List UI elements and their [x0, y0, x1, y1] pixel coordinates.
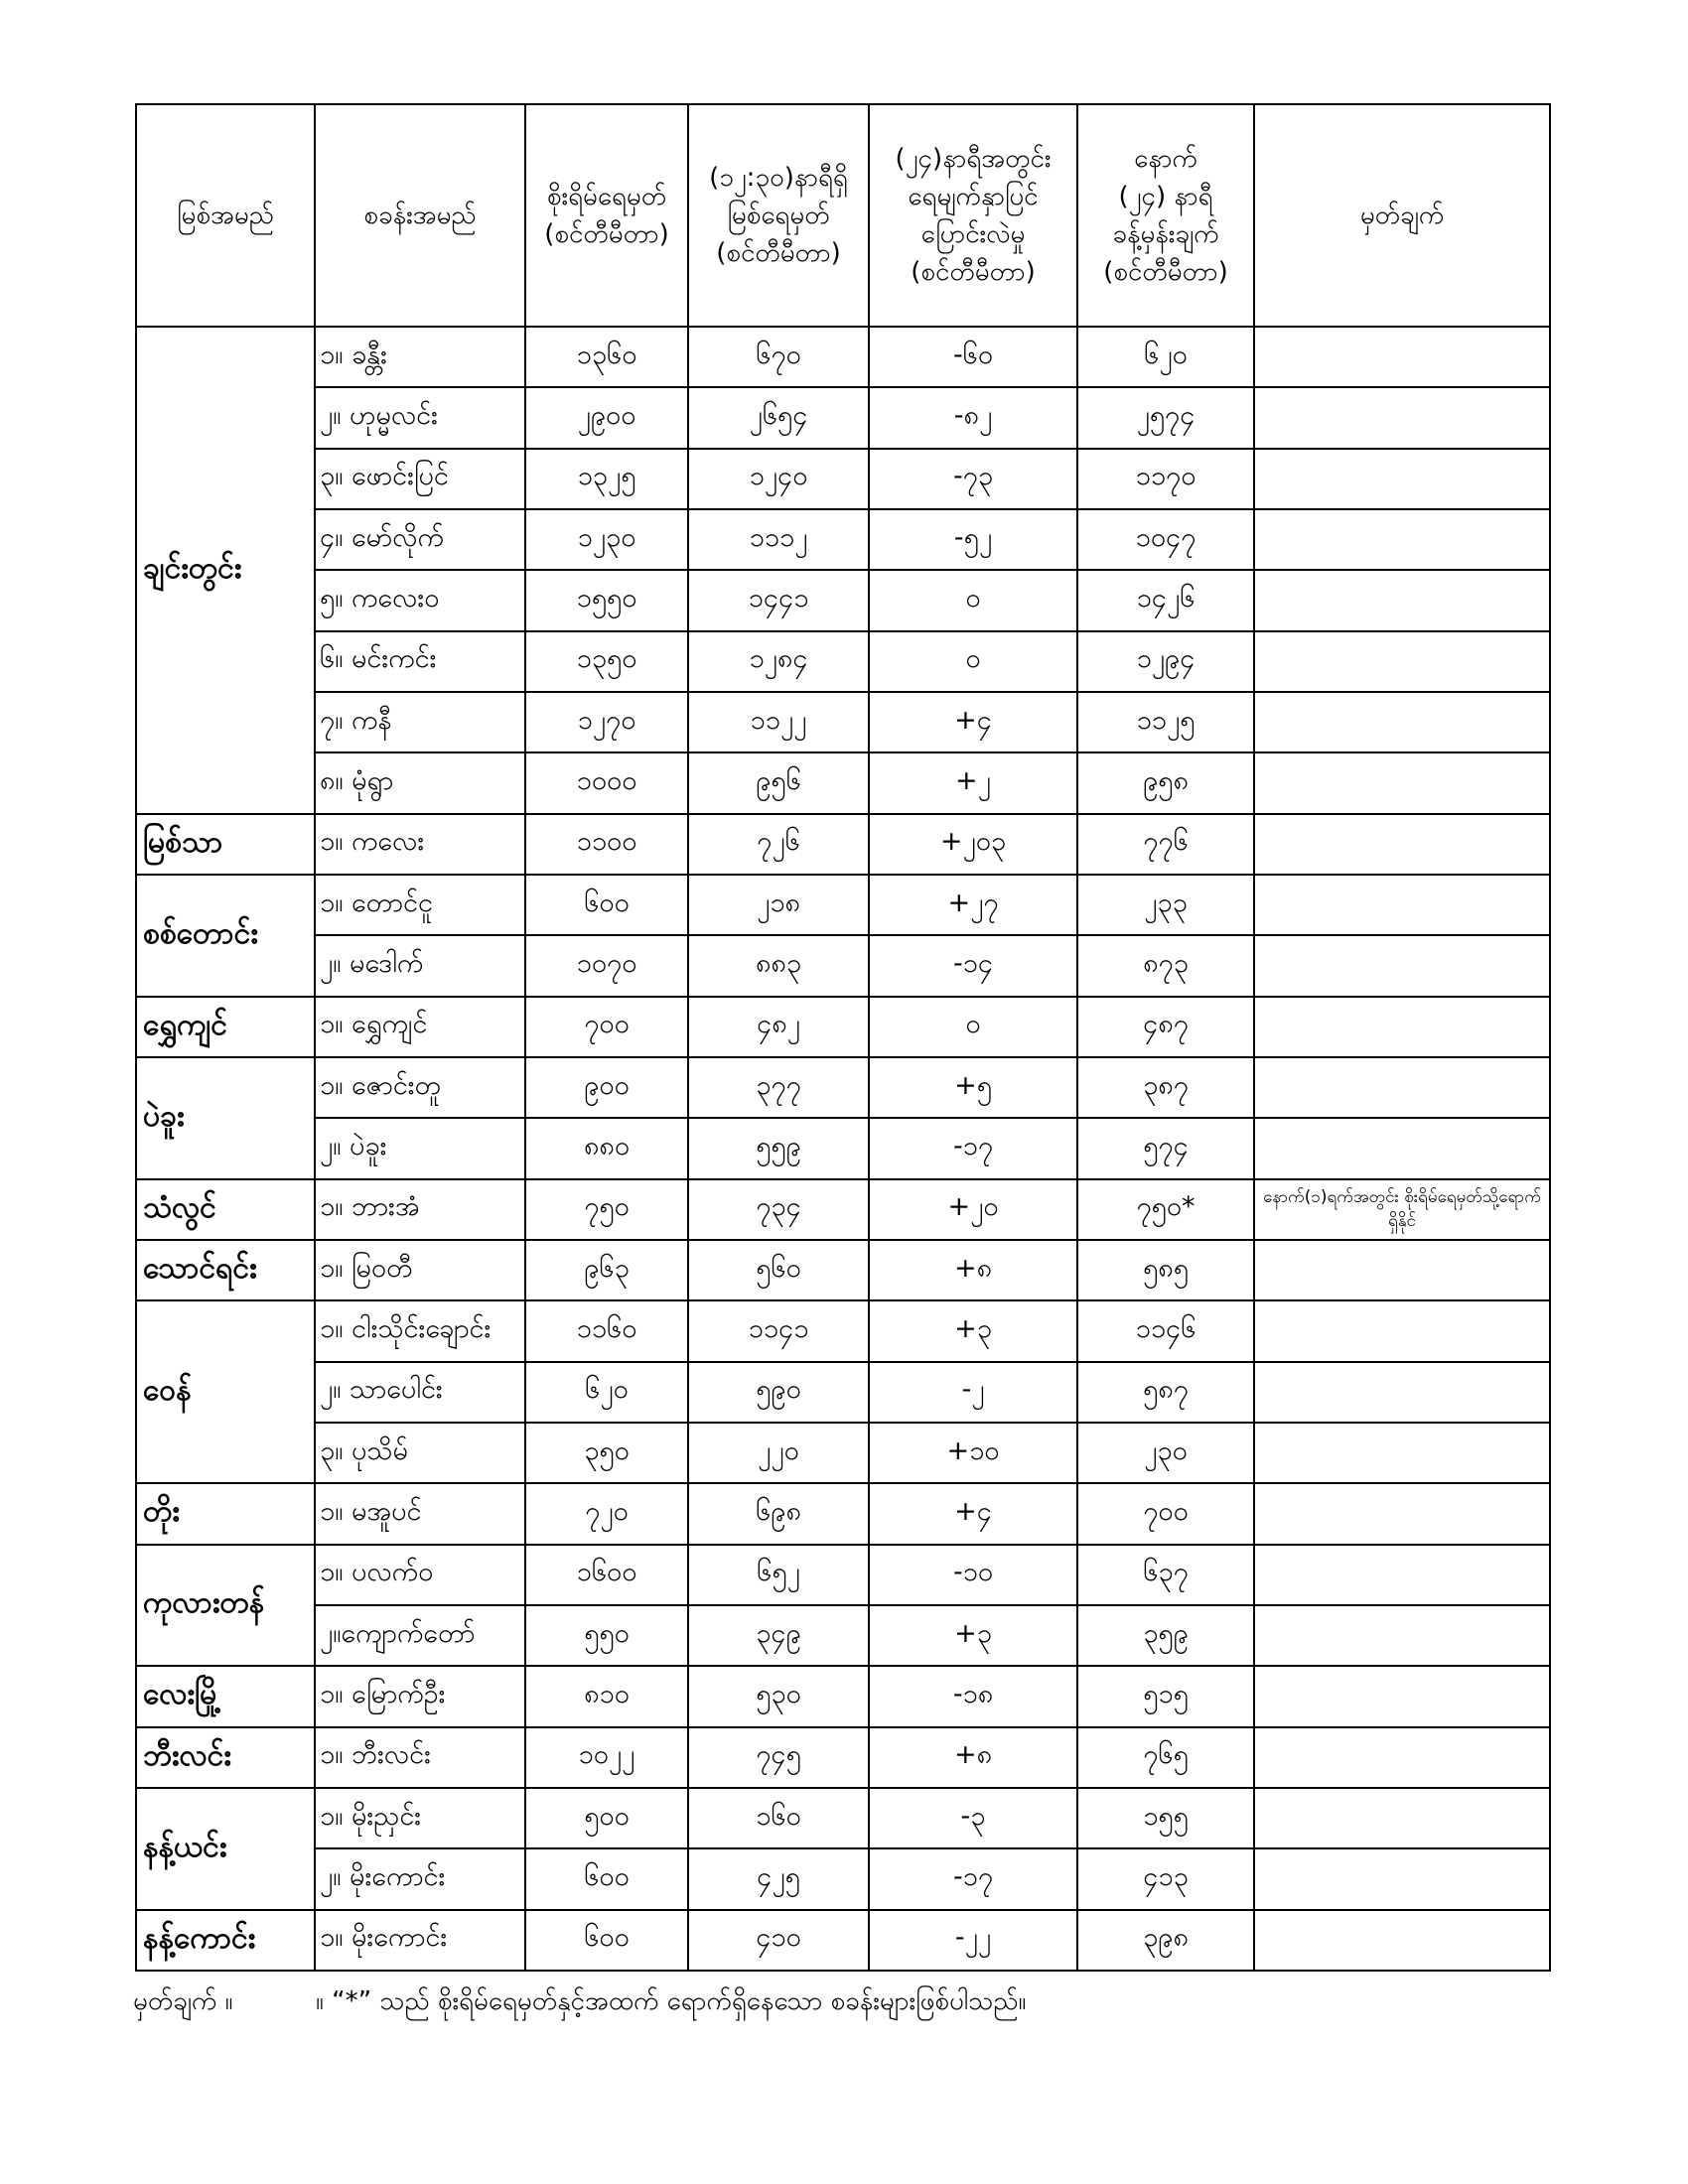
current-level-cell: ၅၅၉	[688, 1118, 869, 1178]
header-line: စခန်းအမည်	[363, 201, 477, 230]
forecast-cell: ၇၆၅	[1077, 1727, 1254, 1788]
header-line: (စင်တီမီတာ)	[1103, 257, 1228, 287]
change-cell: -၁၇	[869, 1118, 1077, 1178]
forecast-cell: ၅၈၇	[1077, 1362, 1254, 1423]
station-cell: ၂။ မဒေါက်	[315, 935, 525, 996]
table-row	[136, 1666, 1550, 1726]
table-row	[136, 1362, 1550, 1423]
header-line: (စင်တီမီတာ)	[911, 257, 1036, 287]
header-line: ခန့်မှန်းချက်	[1112, 219, 1219, 249]
river-name-cell: သောင်ရင်း	[136, 1240, 315, 1300]
change-cell: +၅	[869, 1057, 1077, 1118]
forecast-cell: ၄၈၇	[1077, 997, 1254, 1057]
station-cell: ၂။ ပဲခူး	[315, 1118, 525, 1178]
station-cell: ၁။ မအူပင်	[315, 1483, 525, 1544]
danger-level-cell: ၁၁၆၀	[525, 1300, 688, 1361]
river-name-cell: ဝေန်	[136, 1300, 315, 1483]
current-level-cell: ၁၁၂၂	[688, 692, 869, 752]
change-cell: +၈	[869, 1727, 1077, 1788]
header-line: ပြောင်းလဲမှု	[920, 219, 1026, 249]
danger-level-cell: ၁၀၇၀	[525, 935, 688, 996]
change-cell: -၃	[869, 1788, 1077, 1848]
change-cell: +၄	[869, 692, 1077, 752]
river-name-cell: မြစ်သာ	[136, 814, 315, 875]
water-level-table	[135, 103, 1551, 1972]
header-river	[136, 104, 315, 327]
table-row	[136, 935, 1550, 996]
station-cell: ၈။ မုံရွာ	[315, 752, 525, 813]
table-row	[136, 1423, 1550, 1483]
forecast-cell: ၃၈၇	[1077, 1057, 1254, 1118]
current-level-cell: ၂၂၀	[688, 1423, 869, 1483]
remark-cell	[1254, 1666, 1550, 1726]
river-name-cell: တိုး	[136, 1483, 315, 1544]
table-row	[136, 1483, 1550, 1544]
danger-level-cell: ၃၅၀	[525, 1423, 688, 1483]
header-danger-level	[525, 104, 688, 327]
river-name-cell: သံလွင်	[136, 1179, 315, 1240]
current-level-cell: ၉၅၆	[688, 752, 869, 813]
remark-cell	[1254, 1300, 1550, 1361]
table-row	[136, 1848, 1550, 1909]
forecast-cell: ၃၅၉	[1077, 1605, 1254, 1666]
change-cell: -၆၀	[869, 327, 1077, 387]
header-line: မှတ်ချက်	[1359, 201, 1445, 230]
danger-level-cell: ၁၂၃၀	[525, 509, 688, 570]
station-cell: ၁။ ငါးသိုင်းချောင်း	[315, 1300, 525, 1361]
forecast-cell: ၁၁၄၆	[1077, 1300, 1254, 1361]
header-line: ရေမျက်နှာပြင်	[908, 182, 1039, 211]
danger-level-cell: ၁၀၂၂	[525, 1727, 688, 1788]
footnote-label: မှတ်ချက် ။	[133, 1986, 233, 2016]
station-cell: ၆။ မင်းကင်း	[315, 631, 525, 692]
forecast-cell: ၅၇၄	[1077, 1118, 1254, 1178]
station-cell: ၇။ ကနီ	[315, 692, 525, 752]
current-level-cell: ၁၂၈၄	[688, 631, 869, 692]
table-row	[136, 570, 1550, 630]
change-cell: +၂	[869, 752, 1077, 813]
header-line: (၂၄) နာရီ	[1118, 182, 1213, 211]
remark-cell	[1254, 997, 1550, 1057]
remark-cell	[1254, 875, 1550, 935]
remark-cell	[1254, 1118, 1550, 1178]
forecast-cell: ၂၃၀	[1077, 1423, 1254, 1483]
danger-level-cell: ၂၉၀၀	[525, 387, 688, 448]
change-cell: +၃	[869, 1300, 1077, 1361]
change-cell: +၄	[869, 1483, 1077, 1544]
header-line: မြစ်အမည်	[177, 201, 274, 230]
current-level-cell: ၃၇၇	[688, 1057, 869, 1118]
danger-level-cell: ၉၀၀	[525, 1057, 688, 1118]
danger-level-cell: ၆၀၀	[525, 1910, 688, 1971]
remark-cell	[1254, 752, 1550, 813]
table-body	[136, 327, 1550, 1971]
change-cell: -၂	[869, 1362, 1077, 1423]
table-row	[136, 1057, 1550, 1118]
forecast-cell: ၁၄၂၆	[1077, 570, 1254, 630]
forecast-cell: ၁၂၉၄	[1077, 631, 1254, 692]
station-cell: ၁။ မိုးကောင်း	[315, 1910, 525, 1971]
current-level-cell: ၇၄၅	[688, 1727, 869, 1788]
footnote	[133, 1981, 1563, 2021]
change-cell: -၇၃	[869, 449, 1077, 509]
remark-cell	[1254, 631, 1550, 692]
station-cell: ၂။ မိုးကောင်း	[315, 1848, 525, 1909]
table-row	[136, 1788, 1550, 1848]
current-level-cell: ၈၈၃	[688, 935, 869, 996]
table-row	[136, 1605, 1550, 1666]
change-cell: -၈၂	[869, 387, 1077, 448]
danger-level-cell: ၇၀၀	[525, 997, 688, 1057]
river-name-cell: ကုလားတန်	[136, 1545, 315, 1667]
forecast-cell: ၉၅၈	[1077, 752, 1254, 813]
station-cell: ၂။ ဟုမ္မလင်း	[315, 387, 525, 448]
station-cell: ၅။ ကလေးဝ	[315, 570, 525, 630]
table-row	[136, 631, 1550, 692]
forecast-cell: ၁၁၂၅	[1077, 692, 1254, 752]
station-cell: ၄။ မော်လိုက်	[315, 509, 525, 570]
table-row	[136, 692, 1550, 752]
station-cell: ၃။ ပုသိမ်	[315, 1423, 525, 1483]
danger-level-cell: ၆၀၀	[525, 875, 688, 935]
table-row	[136, 509, 1550, 570]
header-line: (၂၄)နာရီအတွင်း	[895, 144, 1052, 174]
current-level-cell: ၆၇၀	[688, 327, 869, 387]
remark-cell	[1254, 1240, 1550, 1300]
current-level-cell: ၁၆၀	[688, 1788, 869, 1848]
header-line: မြစ်ရေမှတ်	[727, 201, 830, 230]
station-cell: ၁။ ကလေး	[315, 814, 525, 875]
station-cell: ၁။ မိုးညှင်း	[315, 1788, 525, 1848]
current-level-cell: ၃၄၉	[688, 1605, 869, 1666]
current-level-cell: ၁၁၄၁	[688, 1300, 869, 1361]
table-row	[136, 752, 1550, 813]
forecast-cell: ၇၀၀	[1077, 1483, 1254, 1544]
header-station	[315, 104, 525, 327]
forecast-cell: ၄၁၃	[1077, 1848, 1254, 1909]
change-cell: +၁၀	[869, 1423, 1077, 1483]
danger-level-cell: ၇၅၀	[525, 1179, 688, 1240]
remark-cell	[1254, 1483, 1550, 1544]
river-name-cell: စစ်တောင်း	[136, 875, 315, 997]
danger-level-cell: ၁၅၅၀	[525, 570, 688, 630]
forecast-cell: ၅၈၅	[1077, 1240, 1254, 1300]
forecast-cell: ၈၇၃	[1077, 935, 1254, 996]
remark-cell	[1254, 1727, 1550, 1788]
river-name-cell: နန့်ကောင်း	[136, 1910, 315, 1971]
current-level-cell: ၆၅၂	[688, 1545, 869, 1605]
danger-level-cell: ၁၃၅၀	[525, 631, 688, 692]
change-cell: -၁၄	[869, 935, 1077, 996]
current-level-cell: ၂၆၅၄	[688, 387, 869, 448]
table-row	[136, 814, 1550, 875]
current-level-cell: ၅၃၀	[688, 1666, 869, 1726]
remark-cell	[1254, 1605, 1550, 1666]
station-cell: ၃။ ဖောင်းပြင်	[315, 449, 525, 509]
header-line: နောက်	[1134, 144, 1197, 174]
forecast-cell: ၆၃၇	[1077, 1545, 1254, 1605]
header-current-level	[688, 104, 869, 327]
danger-level-cell: ၁၃၂၅	[525, 449, 688, 509]
header-forecast	[1077, 104, 1254, 327]
forecast-cell: ၆၂၀	[1077, 327, 1254, 387]
remark-cell	[1254, 1848, 1550, 1909]
danger-level-cell: ၁၂၇၀	[525, 692, 688, 752]
table-row	[136, 449, 1550, 509]
header-remark	[1254, 104, 1550, 327]
station-cell: ၂။ သာပေါင်း	[315, 1362, 525, 1423]
station-cell: ၁။ ဘားအံ	[315, 1179, 525, 1240]
danger-level-cell: ၁၆၀၀	[525, 1545, 688, 1605]
table-row	[136, 997, 1550, 1057]
station-cell: ၁။ ပလက်ဝ	[315, 1545, 525, 1605]
change-cell: -၁၇	[869, 1848, 1077, 1909]
change-cell: +၂၀	[869, 1179, 1077, 1240]
forecast-cell: ၁၀၄၇	[1077, 509, 1254, 570]
danger-level-cell: ၈၈၀	[525, 1118, 688, 1178]
forecast-cell: ၇၅၀*	[1077, 1179, 1254, 1240]
remark-cell	[1254, 692, 1550, 752]
change-cell: +၂၀၃	[869, 814, 1077, 875]
remark-cell	[1254, 327, 1550, 387]
danger-level-cell: ၇၂၀	[525, 1483, 688, 1544]
header-change	[869, 104, 1077, 327]
current-level-cell: ၄၂၅	[688, 1848, 869, 1909]
forecast-cell: ၃၉၈	[1077, 1910, 1254, 1971]
danger-level-cell: ၅၀၀	[525, 1788, 688, 1848]
header-row	[136, 104, 1550, 327]
header-line: (စင်တီမီတာ)	[716, 238, 841, 268]
table-row	[136, 1240, 1550, 1300]
remark-cell	[1254, 1362, 1550, 1423]
table-row	[136, 875, 1550, 935]
station-cell: ၂။ကျောက်တော်	[315, 1605, 525, 1666]
danger-level-cell: ၈၁၀	[525, 1666, 688, 1726]
remark-cell	[1254, 387, 1550, 448]
danger-level-cell: ၆၂၀	[525, 1362, 688, 1423]
change-cell: -၁၀	[869, 1545, 1077, 1605]
change-cell: ၀	[869, 997, 1077, 1057]
change-cell: ၀	[869, 631, 1077, 692]
forecast-cell: ၇၇၆	[1077, 814, 1254, 875]
remark-cell: နောက်(၁)ရက်အတွင်း စိုးရိမ်ရေမှတ်သို့ရောက်ရှိနိုင်	[1254, 1179, 1550, 1240]
table-row	[136, 1727, 1550, 1788]
current-level-cell: ၄၈၂	[688, 997, 869, 1057]
danger-level-cell: ၆၀၀	[525, 1848, 688, 1909]
station-cell: ၁။ ဇောင်းတူ	[315, 1057, 525, 1118]
remark-cell	[1254, 509, 1550, 570]
footnote-text: ။ “*” သည် စိုးရိမ်ရေမှတ်နှင့်အထက် ရောက်ရှိနေသော စခန်းများဖြစ်ပါသည်။	[316, 1986, 1027, 2016]
current-level-cell: ၆၉၈	[688, 1483, 869, 1544]
forecast-cell: ၁၁၇၀	[1077, 449, 1254, 509]
table-row	[136, 327, 1550, 387]
change-cell: +၃	[869, 1605, 1077, 1666]
current-level-cell: ၁၄၄၁	[688, 570, 869, 630]
danger-level-cell: ၁၁၀၀	[525, 814, 688, 875]
change-cell: -၂၂	[869, 1910, 1077, 1971]
change-cell: ၀	[869, 570, 1077, 630]
station-cell: ၁။ မြဝတီ	[315, 1240, 525, 1300]
danger-level-cell: ၁၀၀၀	[525, 752, 688, 813]
header-line: စိုးရိမ်ရေမှတ်	[546, 182, 667, 211]
current-level-cell: ၂၁၈	[688, 875, 869, 935]
table-row	[136, 1179, 1550, 1240]
remark-cell	[1254, 1423, 1550, 1483]
remark-cell	[1254, 1788, 1550, 1848]
river-name-cell: နန့်ယင်း	[136, 1788, 315, 1910]
forecast-cell: ၂၅၇၄	[1077, 387, 1254, 448]
current-level-cell: ၄၁၀	[688, 1910, 869, 1971]
danger-level-cell: ၁၃၆၀	[525, 327, 688, 387]
station-cell: ၁။ တောင်ငူ	[315, 875, 525, 935]
river-name-cell: ပဲခူး	[136, 1057, 315, 1179]
station-cell: ၁။ ရွှေကျင်	[315, 997, 525, 1057]
river-name-cell: ဘီးလင်း	[136, 1727, 315, 1788]
current-level-cell: ၇၂၆	[688, 814, 869, 875]
remark-cell	[1254, 814, 1550, 875]
remark-cell	[1254, 1910, 1550, 1971]
current-level-cell: ၅၆၀	[688, 1240, 869, 1300]
station-cell: ၁။ မြောက်ဦး	[315, 1666, 525, 1726]
table-row	[136, 1300, 1550, 1361]
change-cell: -၁၈	[869, 1666, 1077, 1726]
river-name-cell: လေးမြို့	[136, 1666, 315, 1726]
table-row	[136, 387, 1550, 448]
current-level-cell: ၇၃၄	[688, 1179, 869, 1240]
river-name-cell: ချင်းတွင်း	[136, 327, 315, 814]
header-line: (၁၂:၃၀)နာရီရှိ	[709, 163, 848, 193]
forecast-cell: ၅၁၅	[1077, 1666, 1254, 1726]
forecast-cell: ၂၃၃	[1077, 875, 1254, 935]
current-level-cell: ၁၂၄၀	[688, 449, 869, 509]
forecast-cell: ၁၅၅	[1077, 1788, 1254, 1848]
header-line: (စင်တီမီတာ)	[544, 219, 669, 249]
table-row	[136, 1545, 1550, 1605]
change-cell: +၈	[869, 1240, 1077, 1300]
current-level-cell: ၁၁၁၂	[688, 509, 869, 570]
river-name-cell: ရွှေကျင်	[136, 997, 315, 1057]
remark-cell	[1254, 935, 1550, 996]
remark-cell	[1254, 570, 1550, 630]
remark-cell	[1254, 1057, 1550, 1118]
danger-level-cell: ၅၅၀	[525, 1605, 688, 1666]
table-row	[136, 1910, 1550, 1971]
table-row	[136, 1118, 1550, 1178]
current-level-cell: ၅၉၀	[688, 1362, 869, 1423]
change-cell: -၅၂	[869, 509, 1077, 570]
change-cell: +၂၇	[869, 875, 1077, 935]
station-cell: ၁။ ခန္တီး	[315, 327, 525, 387]
danger-level-cell: ၉၆၃	[525, 1240, 688, 1300]
remark-cell	[1254, 1545, 1550, 1605]
station-cell: ၁။ ဘီးလင်း	[315, 1727, 525, 1788]
remark-cell	[1254, 449, 1550, 509]
